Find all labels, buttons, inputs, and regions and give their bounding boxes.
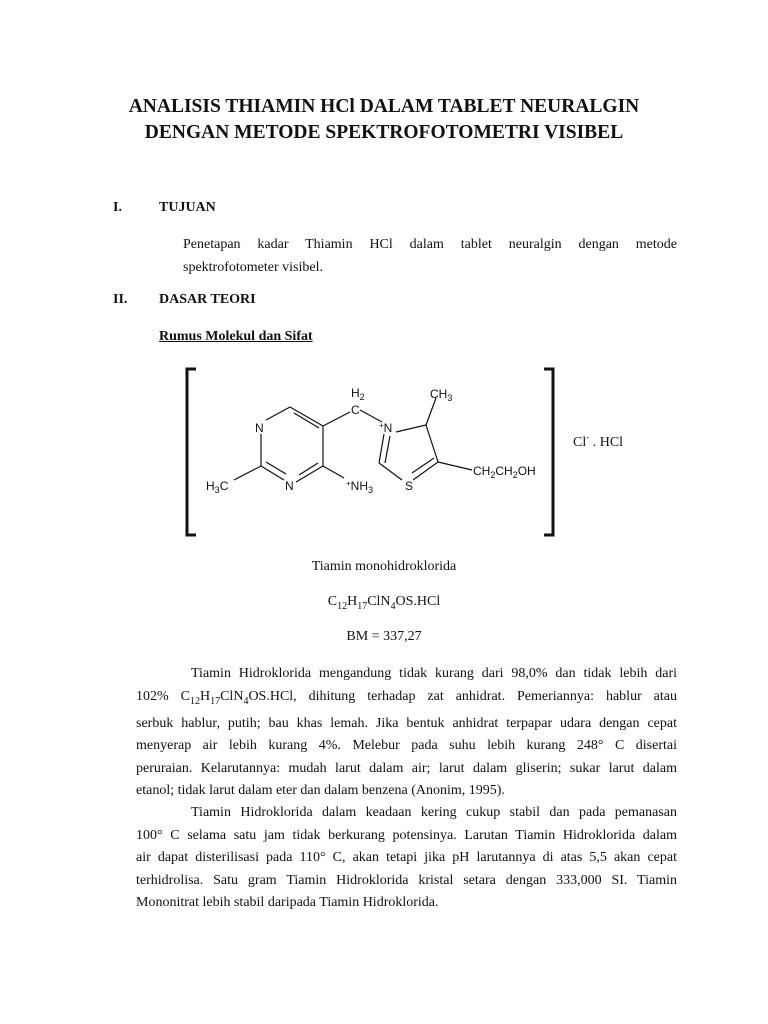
section-1-heading: TUJUAN [159, 200, 216, 215]
title-line-1: ANALISIS THIAMIN HCl DALAM TABLET NEURALGIN [128, 96, 640, 117]
atom-h3c: $H_3C$ [206, 479, 229, 495]
section-1-text [183, 234, 677, 279]
section-1-text-line: Penetapan kadar Thiamin HCl dalam tablet neuralgin dengan metode [183, 237, 677, 252]
paragraph-line: peruraian. Kelarutannya: mudah larut dalam air; larut dalam gliserin; sukar larut dalam [136, 760, 677, 776]
paragraph-line: serbuk hablur, putih; bau khas lemah. Jika bentuk anhidrat terpapar udara dengan cepat [136, 715, 677, 731]
subheading: Rumus Molekul dan Sifat [159, 329, 313, 344]
paragraph-line: Mononitrat lebih stabil daripada Tiamin Hidroklorida. [136, 895, 439, 910]
atom-labels [206, 386, 536, 495]
atom-ch3: $CH_3$ [430, 387, 453, 403]
paragraph-2 [136, 802, 677, 915]
atom-h2: $H_2$ [351, 386, 365, 402]
right-bracket [544, 369, 553, 535]
section-1-text-line: spektrofotometer visibel. [183, 259, 323, 275]
atom-ch2ch2oh: $CH_2CH_2OH$ [473, 464, 536, 480]
section-1-number: I. [113, 200, 122, 215]
molecular-formula: $C_{12}H_{17}ClN_4OS.HCl$ [327, 594, 441, 612]
atom-n-plus: +N [379, 421, 393, 435]
paragraph-line: Tiamin Hidroklorida dalam keadaan kering cukup stabil dan pada pemanasan [191, 805, 677, 820]
molecular-weight: BM = 337,27 [346, 629, 422, 644]
paragraph-line: 100° C selama satu jam tidak berkurang potensinya. Larutan Tiamin Hidroklorida dalam [136, 827, 677, 843]
paragraph-line: etanol; tidak larut dalam eter dan dalam benzena (Anonim, 1995). [136, 783, 505, 799]
paragraph-line: 102% $C_{12}H_{17}ClN_4OS.HCl$, dihitung terhadap zat anhidrat. Pemeriannya: hablur atau [136, 688, 678, 707]
section-2-number: II. [113, 292, 128, 307]
atom-nh3: $^+NH_3$ [346, 479, 374, 495]
compound-name: Tiamin monohidroklorida [311, 559, 457, 574]
paragraph-line: air dapat disterilisasi pada 110° C, akan tetapi jika pH larutannya di atas 5,5 akan cepat [136, 850, 677, 865]
paragraph-line: terhidrolisa. Satu gram Tiamin Hidroklorida kristal setara dengan 333,000 SI. Tiamin [136, 872, 677, 888]
atom-n-bottom: N [285, 479, 294, 493]
counter-ion: Cl- . HCl [573, 432, 624, 450]
title-line-2: DENGAN METODE SPEKTROFOTOMETRI VISIBEL [144, 122, 624, 143]
atom-c: C [351, 403, 360, 417]
paragraph-line: menyerap air lebih kurang 4%. Melebur pada suhu lebih kurang 248° C disertai [136, 738, 677, 754]
paragraph-line: Tiamin Hidroklorida mengandung tidak kurang dari 98,0% dan tidak lebih dari [191, 666, 677, 681]
paragraph-1 [136, 663, 677, 803]
section-2-heading: DASAR TEORI [159, 292, 256, 307]
atom-s: S [405, 479, 414, 493]
page-title [0, 94, 768, 146]
left-bracket [187, 369, 196, 535]
atom-n-pyrimidine: N [255, 421, 264, 435]
thiamine-structure-diagram [0, 362, 768, 542]
